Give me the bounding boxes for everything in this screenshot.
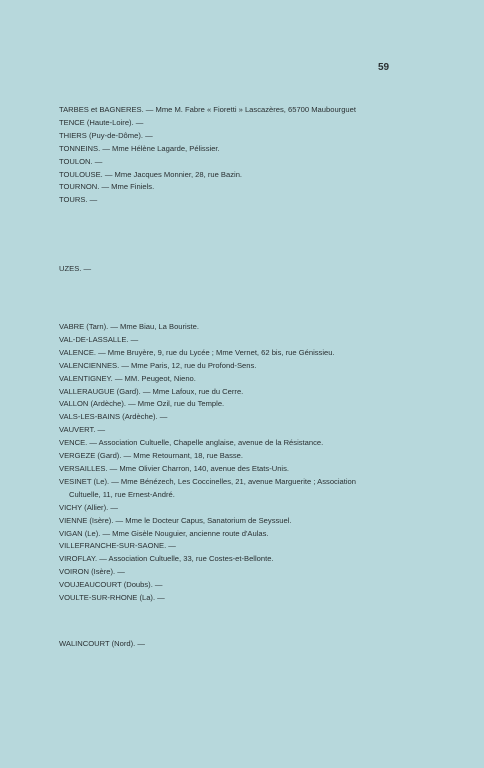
list-item: VALS-LES-BAINS (Ardèche). — (59, 412, 168, 422)
list-item: VALENCE. — Mme Bruyère, 9, rue du Lycée ; Mme Vernet, 62 bis, rue Génissieu. (59, 347, 335, 357)
list-item: TONNEINS. — Mme Hélène Lagarde, Pélissier. (59, 143, 220, 153)
list-item: TOURNON. — Mme Finiels. (59, 182, 155, 192)
list-item: VALENTIGNEY. — MM. Peugeot, Nieno. (59, 373, 196, 383)
list-item: VIENNE (Isère). — Mme le Docteur Capus, Sanatorium de Seyssuel. (59, 515, 292, 525)
list-item: VOUJEAUCOURT (Doubs). — (59, 580, 163, 590)
list-item: VALENCIENNES. — Mme Paris, 12, rue du Profond-Sens. (59, 360, 257, 370)
list-item: THIERS (Puy-de-Dôme). — (59, 130, 153, 140)
section-v-entries (59, 321, 439, 605)
list-item: VALLERAUGUE (Gard). — Mme Lafoux, rue du Cerre. (59, 386, 244, 396)
list-item: VENCE. — Association Cultuelle, Chapelle anglaise, avenue de la Résistance. (59, 438, 324, 448)
list-item: TOURS. — (59, 195, 98, 205)
list-item: VERSAILLES. — Mme Olivier Charron, 140, avenue des Etats-Unis. (59, 463, 290, 473)
section-u-entries (59, 263, 439, 276)
section-t-entries (59, 104, 439, 207)
section-w-entries (59, 638, 439, 651)
list-item: VAUVERT. — (59, 425, 106, 435)
list-item: VOIRON (Isère). — (59, 567, 125, 577)
list-item: VIROFLAY. — Association Cultuelle, 33, rue Costes-et-Bellonte. (59, 554, 274, 564)
list-item: VOULTE-SUR-RHONE (La). — (59, 593, 165, 603)
list-item: VERGEZE (Gard). — Mme Retournant, 18, rue Basse. (59, 451, 244, 461)
list-item: VILLEFRANCHE-SUR-SAONE. — (59, 541, 176, 551)
list-item: VESINET (Le). — Mme Bénézech, Les Coccinelles, 21, avenue Marguerite ; Association (59, 476, 357, 486)
list-item-continuation: Cultuelle, 11, rue Ernest-André. (69, 489, 175, 499)
list-item: VABRE (Tarn). — Mme Biau, La Bouriste. (59, 322, 199, 331)
list-item: UZES. — (59, 264, 92, 273)
list-item: VALLON (Ardèche). — Mme Ozil, rue du Temple. (59, 399, 225, 409)
list-item: VAL-DE-LASSALLE. — (59, 334, 139, 344)
list-item: TOULOUSE. — Mme Jacques Monnier, 28, rue Bazin. (59, 169, 243, 179)
list-item: VICHY (Allier). — (59, 502, 118, 512)
list-item: VIGAN (Le). — Mme Gisèle Nouguier, ancienne route d'Aulas. (59, 528, 269, 538)
page-number: 59 (378, 62, 390, 73)
list-item: TENCE (Haute-Loire). — (59, 117, 144, 127)
list-item: WALINCOURT (Nord). — (59, 639, 145, 648)
list-item: TARBES et BAGNERES. — Mme M. Fabre « Fioretti » Lascazères, 65700 Maubourguet (59, 105, 356, 114)
list-item: TOULON. — (59, 156, 103, 166)
